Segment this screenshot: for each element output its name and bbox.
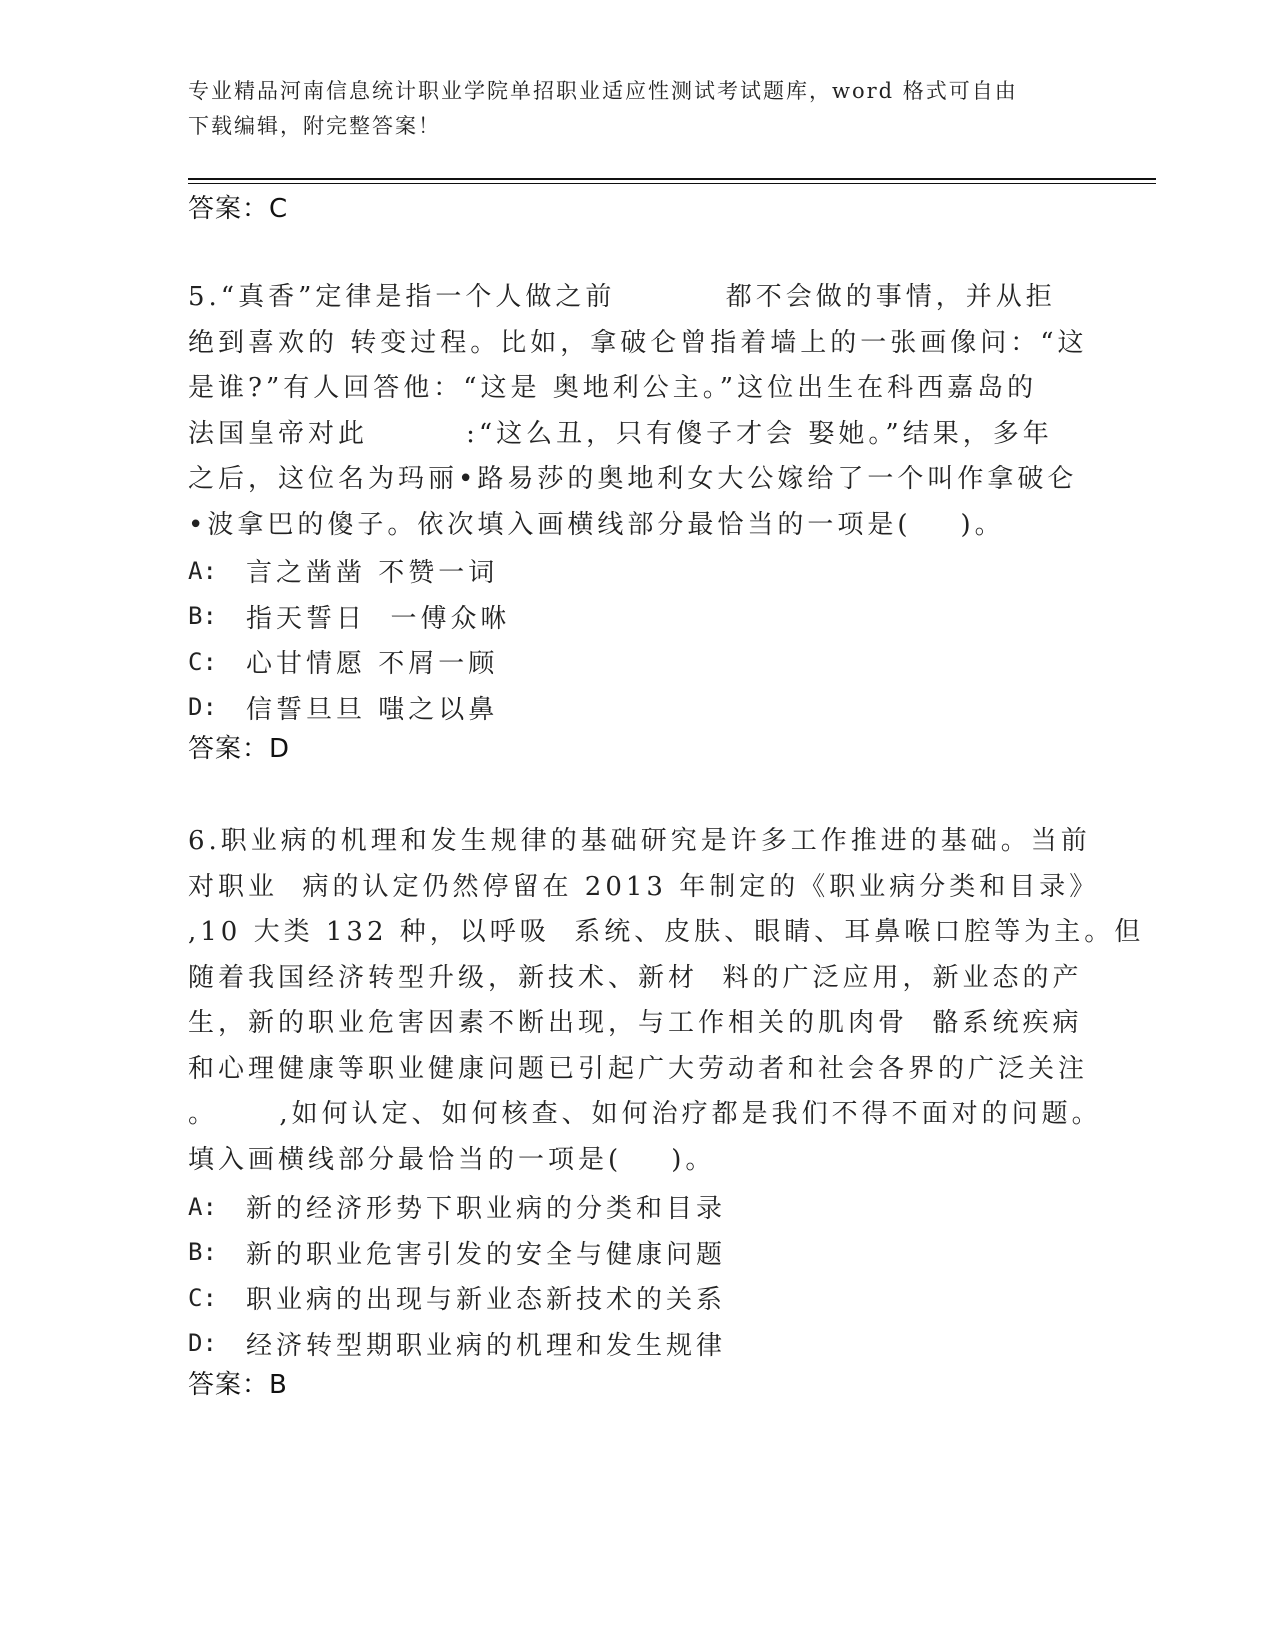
header-divider-thin <box>188 183 1156 184</box>
option-b <box>188 594 1088 640</box>
question-line: 。 ,如何认定、如何核查、如何治疗都是我们不得不面对的问题。 <box>188 1099 1102 1129</box>
question-line: 对职业 病的认定仍然停留在 2013 年制定的《职业病分类和目录》 <box>188 871 1100 902</box>
option-text: 经济转型期职业病的机理和发生规律 <box>246 1330 727 1361</box>
option-text: 信誓旦旦 嗤之以鼻 <box>246 694 499 725</box>
option-c <box>188 1275 1088 1321</box>
question-line: 绝到喜欢的 转变过程。比如，拿破仑曾指着墙上的一张画像问：“这 <box>188 327 1088 358</box>
option-d <box>188 685 1088 731</box>
question-6-answer: 答案：B <box>188 1370 288 1400</box>
option-key: B: <box>188 602 217 631</box>
question-5-answer: 答案：D <box>188 734 291 764</box>
header-line-2: 下载编辑，附完整答案！ <box>188 114 441 138</box>
option-text: 指天誓日 一傅众咻 <box>246 603 511 634</box>
option-key: B: <box>188 1238 217 1267</box>
option-key: C: <box>188 1283 217 1312</box>
question-6-options <box>188 1184 1088 1366</box>
previous-answer: 答案：C <box>188 194 289 224</box>
question-line: 6.职业病的机理和发生规律的基础研究是许多工作推进的基础。当前 <box>188 826 1091 856</box>
option-key: A: <box>188 1192 217 1221</box>
question-5-stem <box>188 275 1088 548</box>
option-text: 言之凿凿 不赞一词 <box>246 558 499 589</box>
option-text: 职业病的出现与新业态新技术的关系 <box>246 1285 727 1316</box>
question-line: •波拿巴的傻子。依次填入画横线部分最恰当的一项是( )。 <box>188 509 1005 540</box>
question-5-options <box>188 548 1088 730</box>
question-6-stem <box>188 819 1145 1183</box>
question-line: 之后，这位名为玛丽•路易莎的奥地利女大公嫁给了一个叫作拿破仑 <box>188 464 1078 494</box>
option-key: A: <box>188 556 217 585</box>
option-key: D: <box>188 693 217 722</box>
option-d <box>188 1321 1088 1367</box>
option-text: 新的经济形势下职业病的分类和目录 <box>246 1194 727 1225</box>
question-line: 和心理健康等职业健康问题已引起广大劳动者和社会各界的广泛关注 <box>188 1053 1089 1084</box>
option-key: D: <box>188 1329 217 1358</box>
question-line: 是谁?”有人回答他：“这是 奥地利公主。”这位出生在科西嘉岛的 <box>188 373 1038 403</box>
option-b <box>188 1230 1088 1276</box>
option-a <box>188 548 1088 594</box>
question-line: ,10 大类 132 种，以呼吸 系统、皮肤、眼睛、耳鼻喉口腔等为主。但 <box>188 917 1145 947</box>
document-header <box>188 74 1088 144</box>
option-c <box>188 639 1088 685</box>
option-text: 新的职业危害引发的安全与健康问题 <box>246 1239 727 1270</box>
question-line: 填入画横线部分最恰当的一项是( )。 <box>188 1144 716 1175</box>
option-key: C: <box>188 647 217 676</box>
option-text: 心甘情愿 不屑一顾 <box>246 649 499 680</box>
header-line-1: 专业精品河南信息统计职业学院单招职业适应性测试考试题库，word 格式可自由 <box>188 79 1018 103</box>
question-line: 5.“真香”定律是指一个人做之前 都不会做的事情，并从拒 <box>188 282 1056 312</box>
question-line: 生，新的职业危害因素不断出现，与工作相关的肌肉骨 骼系统疾病 <box>188 1008 1083 1038</box>
header-divider-thick <box>188 178 1156 180</box>
option-a <box>188 1184 1088 1230</box>
question-line: 法国皇帝对此 :“这么丑，只有傻子才会 娶她。”结果，多年 <box>188 418 1053 449</box>
question-line: 随着我国经济转型升级，新技术、新材 料的广泛应用，新业态的产 <box>188 962 1083 993</box>
